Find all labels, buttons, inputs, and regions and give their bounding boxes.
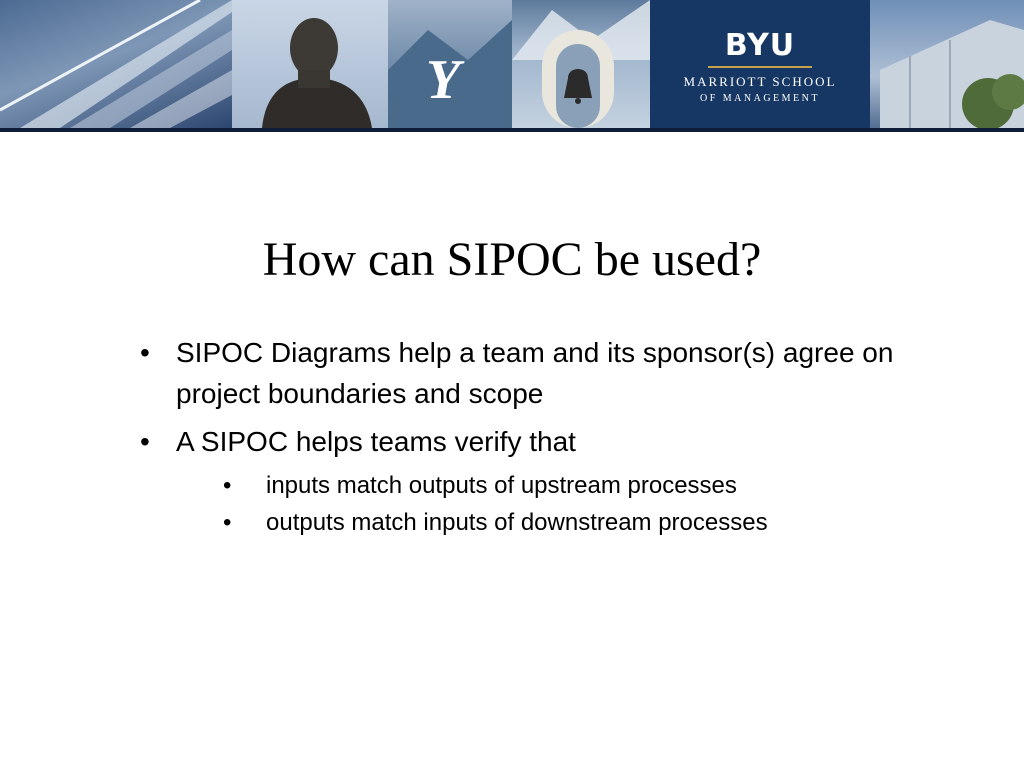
brand-school-subtitle: OF MANAGEMENT bbox=[700, 93, 820, 104]
mountain-y-photo bbox=[388, 0, 512, 128]
slide-title: How can SIPOC be used? bbox=[262, 233, 762, 286]
sub-bullet-dot: • bbox=[223, 472, 232, 499]
sub-bullet-item bbox=[223, 469, 900, 503]
bullet-item bbox=[140, 332, 900, 414]
bullet-dot: • bbox=[140, 426, 150, 457]
brand-school-name: MARRIOTT SCHOOL bbox=[683, 74, 837, 89]
statue-photo bbox=[232, 0, 388, 128]
slide-content bbox=[140, 332, 900, 540]
bullet-text: SIPOC Diagrams help a team and its sponsor(s) agree on project boundaries and scope bbox=[176, 337, 894, 409]
sub-bullet-text: outputs match inputs of downstream processes bbox=[266, 509, 768, 536]
sub-bullet-text: inputs match outputs of upstream processes bbox=[266, 472, 737, 499]
bullet-item bbox=[140, 421, 900, 462]
svg-text:Y: Y bbox=[426, 49, 461, 111]
sub-bullet-dot: • bbox=[223, 509, 232, 536]
bullet-dot: • bbox=[140, 337, 150, 368]
building-photo bbox=[0, 0, 232, 128]
building-tree-photo bbox=[870, 0, 1024, 128]
header-banner bbox=[0, 0, 1024, 132]
bullet-text: A SIPOC helps teams verify that bbox=[176, 426, 576, 457]
sub-bullet-item bbox=[223, 506, 900, 540]
bell-arch-photo bbox=[512, 0, 650, 128]
brand-rule bbox=[708, 66, 812, 68]
school-logo bbox=[650, 0, 870, 128]
banner-divider bbox=[0, 128, 1024, 132]
brand-mark: BYU bbox=[724, 28, 796, 63]
